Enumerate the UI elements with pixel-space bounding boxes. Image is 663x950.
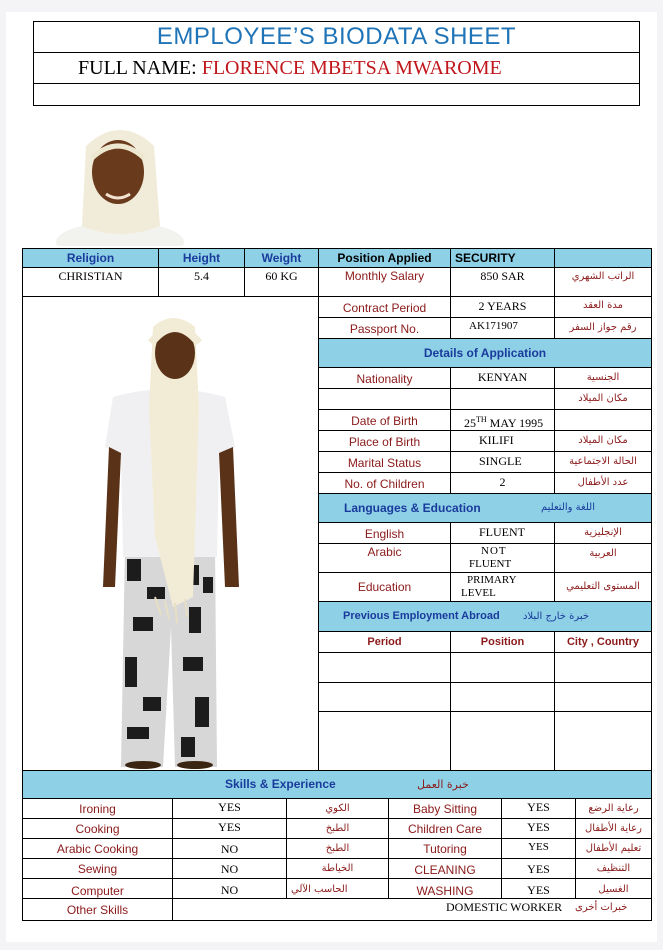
prev-col-position: Position bbox=[450, 631, 555, 653]
skill-tutoring-label: Tutoring bbox=[388, 838, 502, 859]
skill-tutoring-arabic: تعليم الأطفال bbox=[575, 838, 652, 859]
skills-heading bbox=[22, 770, 652, 799]
skill-ironing-arabic: الكوي bbox=[286, 798, 389, 819]
children-label: No. of Children bbox=[318, 472, 451, 494]
education-value-line1: PRIMARY bbox=[467, 574, 517, 586]
skill-cleaning-arabic: التنظيف bbox=[575, 858, 652, 879]
skill-computer-value: NO bbox=[172, 878, 287, 899]
skills-heading-arabic: خبرة العمل bbox=[417, 778, 469, 791]
prev-row-3-period bbox=[318, 711, 451, 771]
dob-suffix: TH bbox=[476, 415, 487, 424]
dob-rest: MAY 1995 bbox=[486, 416, 544, 430]
skill-children-care-label: Children Care bbox=[388, 818, 502, 839]
education-arabic: المستوى التعليمي bbox=[554, 572, 652, 602]
contract-period-arabic: مدة العقد bbox=[554, 296, 652, 318]
passport-value: AK171907 bbox=[450, 317, 555, 339]
weight-header: Weight bbox=[244, 248, 319, 268]
marital-status-value: SINGLE bbox=[450, 451, 555, 473]
previous-employment-heading-text: Previous Employment Abroad bbox=[343, 610, 500, 622]
blank-detail-value bbox=[450, 388, 555, 410]
skill-washing-label: WASHING bbox=[388, 878, 502, 899]
prev-row-3-position bbox=[450, 711, 555, 771]
english-value: FLUENT bbox=[450, 522, 555, 544]
position-applied-label: Position Applied bbox=[318, 248, 451, 268]
skill-arabic-cooking-label: Arabic Cooking bbox=[22, 838, 173, 859]
prev-row-1-period bbox=[318, 652, 451, 683]
blank-detail-arabic: مكان الميلاد bbox=[554, 388, 652, 410]
education-value-line2: LEVEL bbox=[461, 587, 496, 599]
dob-value bbox=[450, 409, 555, 431]
arabic-label: Arabic bbox=[318, 543, 451, 573]
blank-header-row bbox=[33, 83, 640, 106]
skill-sewing-label: Sewing bbox=[22, 858, 173, 879]
children-value: 2 bbox=[450, 472, 555, 494]
children-arabic: عدد الأطفال bbox=[554, 472, 652, 494]
position-applied-value: SECURITY bbox=[450, 248, 555, 268]
details-heading: Details of Application bbox=[318, 338, 652, 368]
prev-row-3-city bbox=[554, 711, 652, 771]
languages-heading-text: Languages & Education bbox=[344, 501, 481, 515]
passport-label: Passport No. bbox=[318, 317, 451, 339]
prev-row-2-city bbox=[554, 682, 652, 712]
prev-col-period: Period bbox=[318, 631, 451, 653]
english-label: English bbox=[318, 522, 451, 544]
sheet-title: EMPLOYEE’S BIODATA SHEET bbox=[33, 21, 640, 53]
nationality-label: Nationality bbox=[318, 367, 451, 389]
skill-computer-label: Computer bbox=[22, 878, 173, 899]
religion-header: Religion bbox=[22, 248, 159, 268]
skill-sewing-arabic: الخياطة bbox=[286, 858, 389, 879]
skill-washing-value: YES bbox=[501, 878, 576, 899]
religion-value: CHRISTIAN bbox=[22, 267, 159, 297]
other-skills-cell bbox=[172, 898, 652, 921]
skill-ironing-label: Ironing bbox=[22, 798, 173, 819]
english-arabic: الإنجليزية bbox=[554, 522, 652, 544]
arabic-value bbox=[450, 543, 555, 573]
skill-baby-sitting-value: YES bbox=[501, 798, 576, 819]
weight-value: 60 KG bbox=[244, 267, 319, 297]
skill-tutoring-value: YES bbox=[501, 838, 576, 859]
skill-computer-arabic: الحاسب الآلي bbox=[286, 878, 389, 899]
blank-detail-label bbox=[318, 388, 451, 410]
place-of-birth-label: Place of Birth bbox=[318, 430, 451, 452]
skill-cleaning-value: YES bbox=[501, 858, 576, 879]
skill-cooking-label: Cooking bbox=[22, 818, 173, 839]
height-header: Height bbox=[158, 248, 245, 268]
skill-sewing-value: NO bbox=[172, 858, 287, 879]
headshot-photo bbox=[36, 116, 184, 246]
arabic-value-line1: NOT bbox=[481, 545, 507, 557]
prev-col-city-country: City , Country bbox=[554, 631, 652, 653]
contract-period-label: Contract Period bbox=[318, 296, 451, 318]
height-value: 5.4 bbox=[158, 267, 245, 297]
other-skills-label: Other Skills bbox=[22, 898, 173, 921]
marital-status-arabic: الحالة الاجتماعية bbox=[554, 451, 652, 473]
prev-row-2-position bbox=[450, 682, 555, 712]
monthly-salary-label: Monthly Salary bbox=[318, 267, 451, 297]
arabic-arabic: العربية bbox=[554, 543, 652, 573]
monthly-salary-arabic: الراتب الشهري bbox=[554, 267, 652, 297]
skill-washing-arabic: الغسيل bbox=[575, 878, 652, 899]
contract-period-value: 2 YEARS bbox=[450, 296, 555, 318]
nationality-arabic: الجنسية bbox=[554, 367, 652, 389]
full-name-value: FLORENCE MBETSA MWAROME bbox=[201, 57, 502, 79]
languages-heading bbox=[318, 493, 652, 523]
education-label: Education bbox=[318, 572, 451, 602]
skill-cooking-arabic: الطبخ bbox=[286, 818, 389, 839]
skill-cleaning-label: CLEANING bbox=[388, 858, 502, 879]
prev-row-1-city bbox=[554, 652, 652, 683]
dob-label: Date of Birth bbox=[318, 409, 451, 431]
skill-arabic-cooking-arabic: الطبخ bbox=[286, 838, 389, 859]
skill-arabic-cooking-value: NO bbox=[172, 838, 287, 859]
monthly-salary-value: 850 SAR bbox=[450, 267, 555, 297]
skill-baby-sitting-label: Baby Sitting bbox=[388, 798, 502, 819]
skill-ironing-value: YES bbox=[172, 798, 287, 819]
marital-status-label: Marital Status bbox=[318, 451, 451, 473]
languages-heading-arabic: اللغة والتعليم bbox=[541, 502, 595, 513]
skill-baby-sitting-arabic: رعاية الرضع bbox=[575, 798, 652, 819]
passport-arabic: رقم جواز السفر bbox=[554, 317, 652, 339]
arabic-value-line2: FLUENT bbox=[469, 558, 512, 570]
dob-day: 25 bbox=[464, 416, 476, 430]
previous-employment-heading bbox=[318, 601, 652, 632]
other-skills-value: DOMESTIC WORKER bbox=[446, 900, 563, 914]
biodata-sheet bbox=[6, 12, 657, 942]
previous-employment-heading-arabic: خبرة خارج البلاد bbox=[523, 611, 590, 622]
other-skills-arabic: خبرات أخرى bbox=[575, 902, 628, 913]
position-applied-arabic bbox=[554, 248, 652, 268]
nationality-value: KENYAN bbox=[450, 367, 555, 389]
dob-arabic bbox=[554, 409, 652, 431]
prev-row-1-position bbox=[450, 652, 555, 683]
prev-row-2-period bbox=[318, 682, 451, 712]
skills-heading-text: Skills & Experience bbox=[225, 777, 336, 791]
education-value bbox=[450, 572, 555, 602]
full-name-label: FULL NAME: bbox=[78, 57, 197, 79]
full-body-photo bbox=[22, 296, 319, 771]
skill-cooking-value: YES bbox=[172, 818, 287, 839]
place-of-birth-value: KILIFI bbox=[450, 430, 555, 452]
skill-children-care-value: YES bbox=[501, 818, 576, 839]
full-name-row bbox=[33, 52, 640, 84]
skill-children-care-arabic: رعاية الأطفال bbox=[575, 818, 652, 839]
place-of-birth-arabic: مكان الميلاد bbox=[554, 430, 652, 452]
